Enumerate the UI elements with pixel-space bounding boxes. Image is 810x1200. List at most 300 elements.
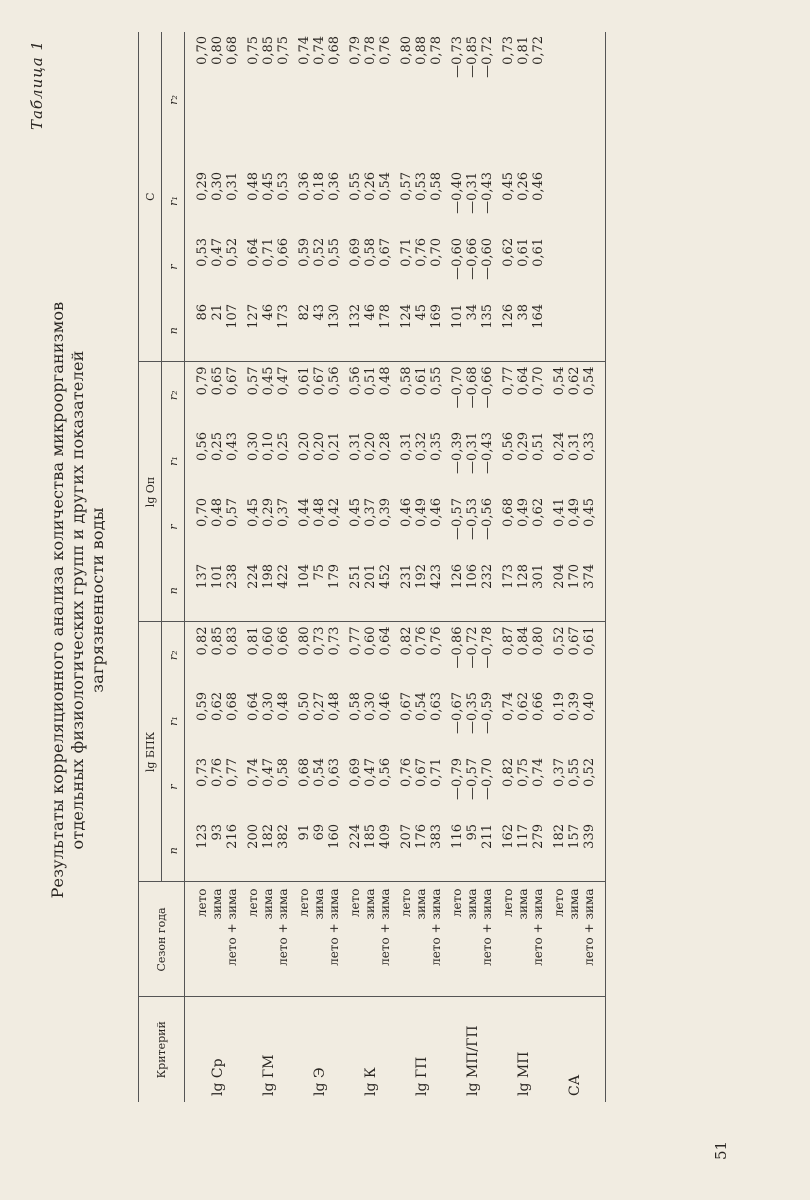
value: 0,82 — [195, 626, 210, 656]
value-cell-g1-n — [294, 820, 345, 882]
value: 0,31 — [225, 171, 240, 201]
value: 0,81 — [246, 626, 261, 656]
value: 383 — [429, 824, 444, 849]
season-cell — [498, 882, 549, 997]
value: 409 — [378, 824, 393, 849]
value-cell-g2-n — [243, 560, 294, 622]
value: 0,48 — [312, 498, 327, 527]
table-label: Таблица 1 — [28, 40, 46, 131]
value: 137 — [195, 564, 210, 589]
value: 0,80 — [399, 35, 414, 65]
value: 216 — [225, 824, 240, 849]
value: 0,36 — [297, 171, 312, 201]
value-cell-g3-r — [185, 234, 244, 300]
value — [552, 172, 567, 234]
season-cell — [345, 882, 396, 997]
value-cell-g3-r1 — [294, 168, 345, 234]
value: 0,39 — [378, 498, 393, 527]
value: 0,85 — [210, 626, 225, 656]
value-cell-g3-r1 — [185, 168, 244, 234]
value: 0,79 — [348, 35, 363, 65]
value: 422 — [276, 564, 291, 589]
table-row — [185, 32, 244, 1102]
value: 0,29 — [516, 432, 531, 461]
value-cell-g3-r1 — [345, 168, 396, 234]
value: 123 — [195, 824, 210, 849]
value: 0,41 — [552, 498, 567, 527]
value-cell-g2-r — [447, 494, 498, 560]
value: 0,68 — [297, 758, 312, 787]
value: 0,37 — [276, 498, 291, 527]
value: 0,67 — [378, 237, 393, 267]
value: 0,61 — [582, 626, 597, 656]
value: 0,58 — [348, 692, 363, 721]
value: 0,43 — [225, 432, 240, 461]
value-cell-g1-r — [345, 754, 396, 820]
value-cell-g1-n — [549, 820, 606, 882]
value: 46 — [363, 303, 378, 321]
header-criterion: Критерий — [139, 997, 185, 1102]
value: 0,31 — [399, 432, 414, 461]
season-label: лето + зима — [531, 888, 545, 966]
value: 38 — [516, 303, 531, 321]
value-cell-g1-r2 — [549, 622, 606, 688]
value: 0,20 — [297, 432, 312, 461]
value: 46 — [261, 303, 276, 321]
value-cell-g3-r1 — [243, 168, 294, 234]
value-cell-g2-r1 — [396, 428, 447, 494]
value: 0,88 — [414, 35, 429, 65]
value-cell-g3-r1 — [498, 168, 549, 234]
value: 0,45 — [501, 171, 516, 201]
value: 0,74 — [312, 35, 327, 65]
value-cell-g2-r — [498, 494, 549, 560]
value: 127 — [246, 303, 261, 329]
value: —0,70 — [480, 758, 495, 800]
value — [567, 304, 582, 362]
value: 0,53 — [195, 237, 210, 267]
value: 95 — [465, 824, 480, 841]
value: 339 — [582, 824, 597, 849]
value: 0,47 — [276, 366, 291, 396]
value: 0,47 — [261, 758, 276, 787]
value: 0,76 — [429, 626, 444, 656]
value: 0,58 — [429, 171, 444, 201]
value: 0,46 — [378, 692, 393, 721]
value: 0,30 — [210, 171, 225, 201]
value-cell-g3-n — [498, 300, 549, 362]
value: 0,45 — [261, 366, 276, 396]
value-cell-g1-r1 — [396, 688, 447, 754]
value: 0,50 — [297, 692, 312, 721]
season-label: лето + зима — [276, 888, 290, 966]
value: 0,84 — [516, 626, 531, 656]
season-label: лето + зима — [480, 888, 494, 966]
value: 69 — [312, 824, 327, 841]
value-cell-g1-r2 — [345, 622, 396, 688]
value-cell-g3-n — [345, 300, 396, 362]
header-g1-r: r — [162, 754, 185, 820]
value: 0,57 — [225, 498, 240, 527]
value: 0,25 — [276, 432, 291, 461]
value: 0,61 — [531, 237, 546, 267]
value: 179 — [327, 564, 342, 589]
value: 0,29 — [261, 498, 276, 527]
value: —0,43 — [480, 171, 495, 214]
value: 0,24 — [552, 432, 567, 461]
value: 0,48 — [210, 498, 225, 527]
value-cell-g2-n — [498, 560, 549, 622]
header-group-op: lg Oп — [139, 362, 162, 622]
value: —0,39 — [450, 432, 465, 474]
value-cell-g1-n — [243, 820, 294, 882]
value: 101 — [450, 303, 465, 329]
value: 0,82 — [501, 758, 516, 787]
season-label: зима — [465, 888, 479, 920]
value: 0,77 — [501, 366, 516, 396]
season-label: лето + зима — [429, 888, 443, 966]
header-g2-r1: r₁ — [162, 428, 185, 494]
value: 0,20 — [363, 432, 378, 461]
value: 0,56 — [348, 366, 363, 396]
value: 0,70 — [195, 498, 210, 527]
value: 117 — [516, 824, 531, 849]
value: —0,66 — [465, 237, 480, 280]
value-cell-g3-r — [549, 234, 606, 300]
header-g1-r2: r₂ — [162, 622, 185, 688]
season-label: зима — [567, 888, 581, 920]
value-cell-g3-r2 — [447, 32, 498, 168]
value: 0,52 — [312, 237, 327, 267]
value: 0,61 — [297, 366, 312, 396]
value: 0,73 — [195, 758, 210, 787]
season-label: зима — [210, 888, 224, 920]
value: 0,72 — [531, 35, 546, 65]
value: 0,62 — [531, 498, 546, 527]
page-number: 51 — [712, 1140, 730, 1160]
value-cell-g3-r2 — [498, 32, 549, 168]
value: 126 — [501, 303, 516, 329]
value-cell-g1-r1 — [549, 688, 606, 754]
table-title-line-2: отдельных физиологических групп и других показателей — [68, 350, 87, 850]
value: —0,43 — [480, 432, 495, 474]
header-g2-n: n — [162, 560, 185, 622]
value: 0,53 — [276, 171, 291, 201]
value: 251 — [348, 564, 363, 589]
value-cell-g3-r2 — [345, 32, 396, 168]
value: 106 — [465, 564, 480, 589]
value: 0,36 — [327, 171, 342, 201]
value-cell-g3-r — [345, 234, 396, 300]
value: 169 — [429, 303, 444, 329]
value: 0,33 — [582, 432, 597, 461]
value: 0,54 — [414, 692, 429, 721]
header-g3-r1: r₁ — [162, 168, 185, 234]
value: 0,52 — [225, 237, 240, 267]
value: 0,59 — [195, 692, 210, 721]
value-cell-g2-r1 — [345, 428, 396, 494]
value-cell-g1-r — [185, 754, 244, 820]
value: 200 — [246, 824, 261, 849]
value: 34 — [465, 303, 480, 321]
value: 0,77 — [225, 758, 240, 787]
value-cell-g2-r2 — [294, 362, 345, 428]
value-cell-g3-r1 — [396, 168, 447, 234]
value: 0,52 — [582, 758, 597, 787]
value: 0,68 — [225, 692, 240, 721]
value-cell-g1-r — [294, 754, 345, 820]
value: 0,56 — [378, 758, 393, 787]
value: 0,75 — [246, 35, 261, 65]
value: 0,69 — [348, 758, 363, 787]
value-cell-g3-n — [396, 300, 447, 362]
value: 0,74 — [531, 758, 546, 787]
value: 0,48 — [276, 692, 291, 721]
table-row — [447, 32, 498, 1102]
season-label: лето — [450, 888, 464, 918]
value: 0,70 — [195, 35, 210, 65]
value — [567, 36, 582, 168]
value: 0,29 — [195, 171, 210, 201]
value-cell-g2-n — [549, 560, 606, 622]
value: 0,75 — [276, 35, 291, 65]
value — [567, 172, 582, 234]
value: 0,64 — [516, 366, 531, 396]
value-cell-g3-r — [447, 234, 498, 300]
value: 82 — [297, 303, 312, 321]
value: 0,76 — [399, 758, 414, 787]
value-cell-g2-r1 — [498, 428, 549, 494]
value-cell-g1-n — [185, 820, 244, 882]
season-label: лето + зима — [225, 888, 239, 966]
value-cell-g3-r2 — [185, 32, 244, 168]
value: 0,63 — [429, 692, 444, 721]
value: 0,49 — [567, 498, 582, 527]
value: 162 — [501, 824, 516, 849]
value: 135 — [480, 303, 495, 329]
value: 0,48 — [246, 171, 261, 201]
season-label: зима — [363, 888, 377, 920]
value: 0,60 — [261, 626, 276, 656]
value: 0,82 — [399, 626, 414, 656]
value: 207 — [399, 824, 414, 849]
value-cell-g2-r — [345, 494, 396, 560]
value: 0,32 — [414, 432, 429, 461]
value: 0,78 — [363, 35, 378, 65]
value-cell-g1-r — [243, 754, 294, 820]
value: 164 — [531, 303, 546, 329]
value: 0,81 — [516, 35, 531, 65]
value: —0,73 — [450, 35, 465, 78]
value: 0,57 — [246, 366, 261, 396]
value: 0,35 — [429, 432, 444, 461]
value: 93 — [210, 824, 225, 841]
value-cell-g1-r2 — [498, 622, 549, 688]
value: 0,70 — [531, 366, 546, 396]
value: 0,80 — [531, 626, 546, 656]
value — [582, 172, 597, 234]
table-title-line-3: загрязненности воды — [88, 507, 107, 693]
value: 192 — [414, 564, 429, 589]
value: 0,57 — [399, 171, 414, 201]
value: 0,26 — [363, 171, 378, 201]
season-label: лето + зима — [378, 888, 392, 966]
value: 0,78 — [429, 35, 444, 65]
value-cell-g3-r — [498, 234, 549, 300]
value: 0,66 — [531, 692, 546, 721]
value: 0,53 — [414, 171, 429, 201]
value-cell-g1-r2 — [243, 622, 294, 688]
value: 0,64 — [378, 626, 393, 656]
criterion-cell: lg К — [362, 1067, 379, 1096]
value — [567, 238, 582, 300]
value: 0,54 — [582, 366, 597, 396]
value: 0,79 — [195, 366, 210, 396]
season-label: зима — [261, 888, 275, 920]
value: —0,85 — [465, 35, 480, 78]
value: 0,56 — [195, 432, 210, 461]
value: 0,73 — [501, 35, 516, 65]
value: 279 — [531, 824, 546, 849]
value-cell-g2-r2 — [447, 362, 498, 428]
value: 0,54 — [378, 171, 393, 201]
value: 182 — [261, 824, 276, 849]
value: 0,67 — [399, 692, 414, 721]
value: 0,52 — [552, 626, 567, 656]
value: —0,57 — [450, 498, 465, 540]
value-cell-g2-r2 — [345, 362, 396, 428]
value: 231 — [399, 564, 414, 589]
value-cell-g2-r1 — [549, 428, 606, 494]
correlation-table — [138, 32, 606, 1102]
value: 0,54 — [552, 366, 567, 396]
value: 301 — [531, 564, 546, 589]
value: —0,70 — [450, 366, 465, 409]
value: 423 — [429, 564, 444, 589]
value: 0,58 — [399, 366, 414, 396]
value-cell-g3-r — [396, 234, 447, 300]
value: 238 — [225, 564, 240, 589]
value: 224 — [348, 824, 363, 849]
table-row — [396, 32, 447, 1102]
value: 0,30 — [246, 432, 261, 461]
criterion-cell: lg ГП — [413, 1056, 430, 1096]
criterion-cell: lg МП — [515, 1051, 532, 1096]
value: 0,68 — [327, 35, 342, 65]
value: 0,10 — [261, 432, 276, 461]
value-cell-g1-r1 — [185, 688, 244, 754]
value: 0,51 — [531, 432, 546, 461]
value: —0,72 — [480, 35, 495, 78]
value: —0,78 — [480, 626, 495, 669]
value-cell-g1-r2 — [294, 622, 345, 688]
value: 0,73 — [312, 626, 327, 656]
value-cell-g3-n — [185, 300, 244, 362]
value: —0,31 — [465, 432, 480, 474]
value: 0,46 — [429, 498, 444, 527]
value: 0,74 — [246, 758, 261, 787]
value: 124 — [399, 303, 414, 329]
value: 0,69 — [348, 237, 363, 267]
value-cell-g3-r1 — [549, 168, 606, 234]
value: 182 — [552, 824, 567, 849]
season-label: зима — [516, 888, 530, 920]
value: 0,61 — [414, 366, 429, 396]
value: —0,59 — [480, 692, 495, 734]
value: 0,59 — [297, 237, 312, 267]
value: 198 — [261, 564, 276, 589]
value-cell-g1-n — [345, 820, 396, 882]
value: 185 — [363, 824, 378, 849]
value: 0,76 — [210, 758, 225, 787]
value-cell-g2-n — [396, 560, 447, 622]
value: 176 — [414, 824, 429, 849]
value: 0,65 — [210, 366, 225, 396]
value: 160 — [327, 824, 342, 849]
value: 0,44 — [297, 498, 312, 527]
season-cell — [447, 882, 498, 997]
value: —0,53 — [465, 498, 480, 540]
value: 0,56 — [501, 432, 516, 461]
value: 0,77 — [348, 626, 363, 656]
season-label: зима — [312, 888, 326, 920]
value-cell-g3-n — [243, 300, 294, 362]
header-g3-r: r — [162, 234, 185, 300]
value-cell-g2-n — [345, 560, 396, 622]
value-cell-g1-r1 — [345, 688, 396, 754]
value: 0,47 — [363, 758, 378, 787]
table-title-line-1: Результаты корреляционного анализа количества микроорганизмов — [48, 301, 67, 899]
value: 0,66 — [276, 237, 291, 267]
value: —0,86 — [450, 626, 465, 669]
value: 0,42 — [327, 498, 342, 527]
value-cell-g1-r1 — [243, 688, 294, 754]
value: 0,30 — [261, 692, 276, 721]
value: 0,67 — [567, 626, 582, 656]
season-label: лето — [552, 888, 566, 918]
header-g1-n: n — [162, 820, 185, 882]
header-group-bpk: lg БПК — [139, 622, 162, 882]
criterion-cell: lg МП/ГП — [464, 1025, 481, 1096]
value: —0,60 — [450, 237, 465, 280]
value-cell-g2-n — [294, 560, 345, 622]
value: 132 — [348, 303, 363, 329]
value: —0,79 — [450, 758, 465, 800]
value: 0,71 — [261, 237, 276, 267]
value-cell-g3-r1 — [447, 168, 498, 234]
value-cell-g2-r2 — [396, 362, 447, 428]
value: —0,67 — [450, 692, 465, 734]
value: 0,18 — [312, 171, 327, 201]
value — [582, 36, 597, 168]
season-label: лето — [297, 888, 311, 918]
value: 0,60 — [363, 626, 378, 656]
value-cell-g3-r2 — [243, 32, 294, 168]
value-cell-g1-r1 — [447, 688, 498, 754]
value — [552, 36, 567, 168]
value: 0,26 — [516, 171, 531, 201]
value: 0,54 — [312, 758, 327, 787]
value-cell-g2-r — [396, 494, 447, 560]
value-cell-g3-n — [294, 300, 345, 362]
value-cell-g1-r — [549, 754, 606, 820]
season-label: лето — [195, 888, 209, 918]
season-cell — [185, 882, 244, 997]
value: 0,46 — [399, 498, 414, 527]
value: 0,76 — [378, 35, 393, 65]
value: 0,58 — [363, 237, 378, 267]
value-cell-g2-r1 — [447, 428, 498, 494]
